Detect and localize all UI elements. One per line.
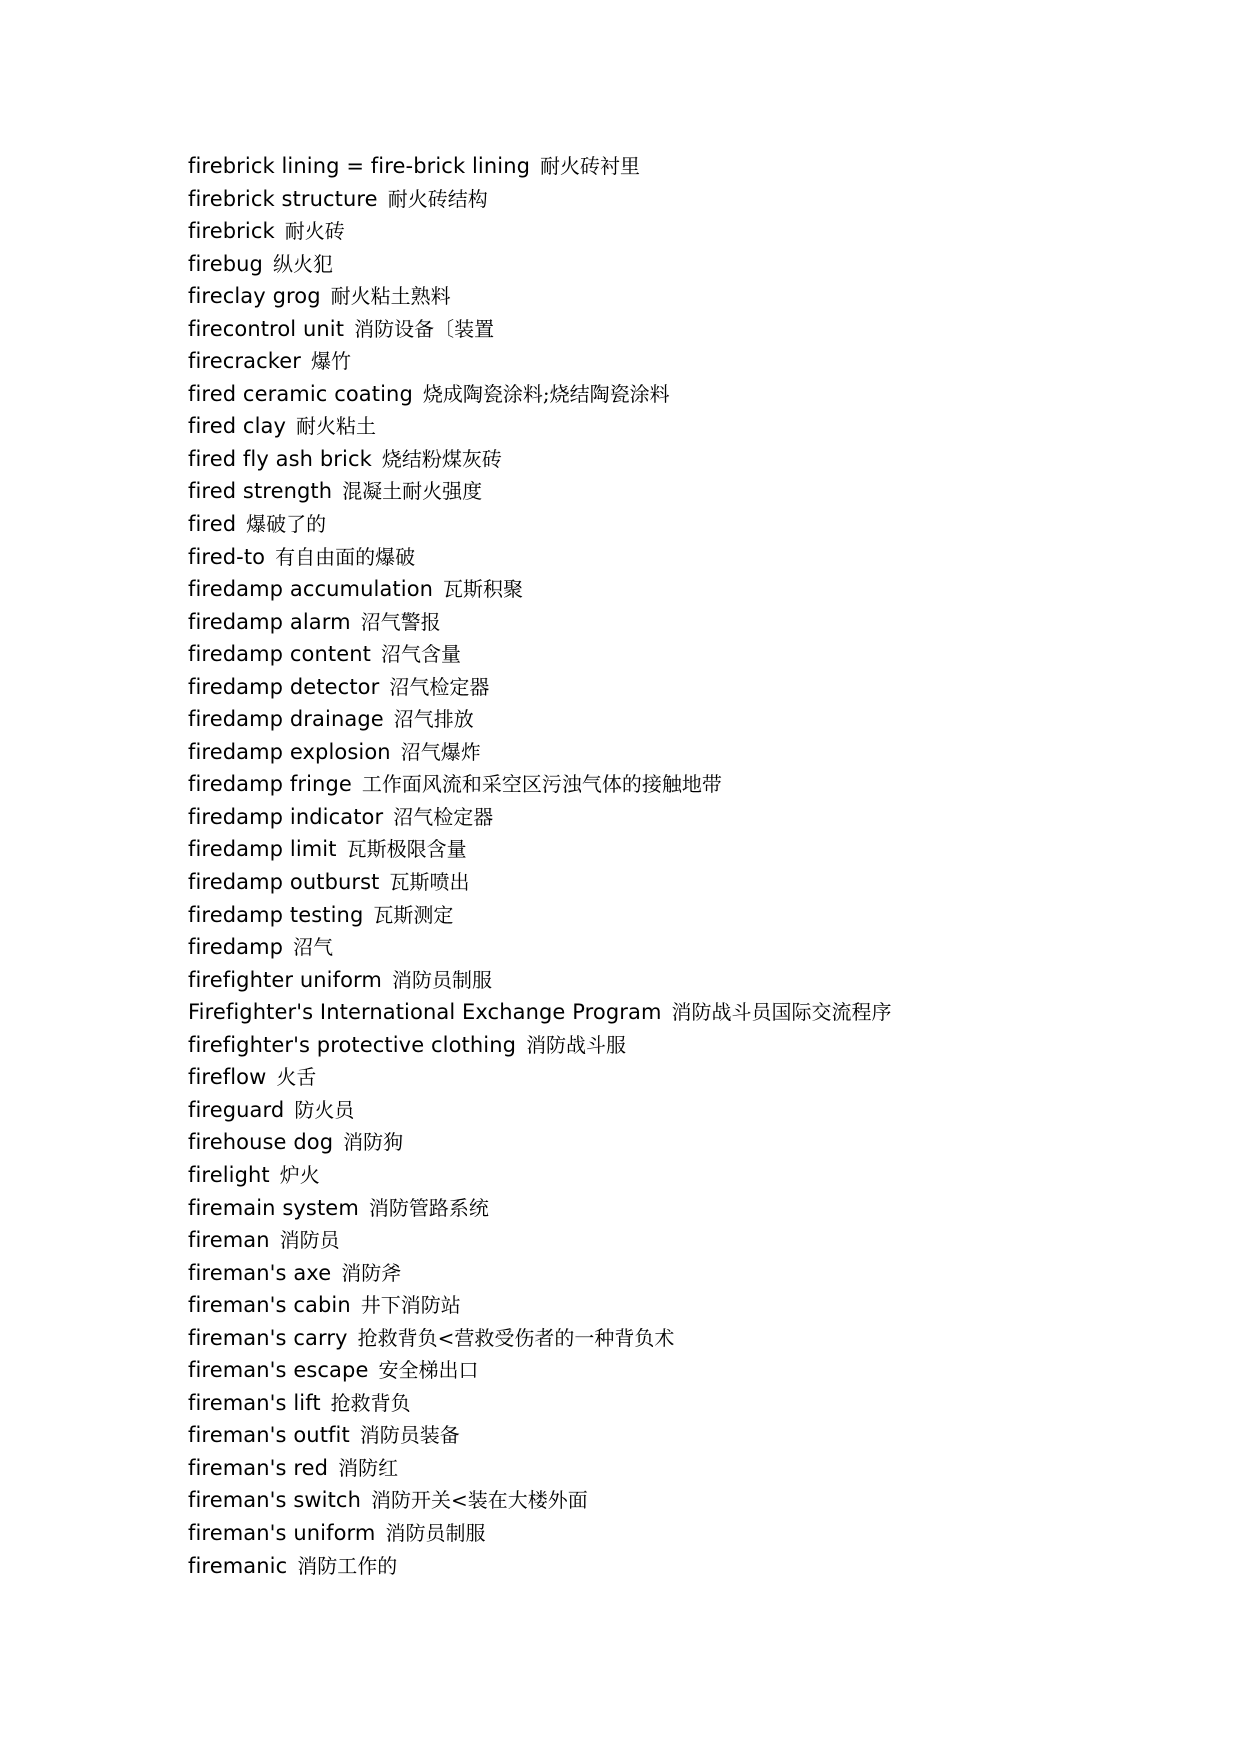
glossary-entry — [188, 768, 892, 801]
entry-translation: 混凝土耐火强度 — [342, 479, 483, 504]
entry-term: firebug — [188, 251, 263, 276]
glossary-entry — [188, 996, 892, 1029]
glossary-entry — [188, 899, 892, 932]
entry-translation: 消防斧 — [341, 1260, 402, 1285]
glossary-entry — [188, 378, 892, 411]
glossary-entry — [188, 1484, 892, 1517]
entry-translation: 消防战斗服 — [526, 1032, 627, 1057]
glossary-entry — [188, 833, 892, 866]
entry-term: Firefighter's International Exchange Program — [188, 1000, 662, 1025]
glossary-entry — [188, 475, 892, 508]
entry-term: firemanic — [188, 1553, 288, 1578]
glossary-entry — [188, 1029, 892, 1062]
entry-translation: 消防员制服 — [385, 1520, 486, 1545]
entry-translation: 消防战斗员国际交流程序 — [671, 1000, 892, 1025]
entry-translation: 消防员 — [279, 1228, 340, 1253]
glossary-entry — [188, 443, 892, 476]
entry-translation: 抢救背负 — [330, 1390, 411, 1415]
glossary-entry — [188, 1094, 892, 1127]
entry-term: firedamp — [188, 935, 284, 960]
entry-term: firedamp content — [188, 642, 371, 667]
glossary-entry — [188, 1159, 892, 1192]
entry-translation: 井下消防站 — [360, 1293, 461, 1318]
entry-term: firemain system — [188, 1195, 359, 1220]
entry-translation: 抢救背负<营救受伤者的一种背负术 — [357, 1325, 675, 1350]
glossary-entry — [188, 1224, 892, 1257]
entry-translation: 消防开关<装在大楼外面 — [370, 1488, 588, 1513]
glossary-entry — [188, 215, 892, 248]
entry-translation: 火舌 — [276, 1065, 317, 1090]
entry-translation: 沼气排放 — [393, 707, 474, 732]
entry-term: fireman's uniform — [188, 1520, 376, 1545]
entry-translation: 沼气爆炸 — [400, 739, 481, 764]
glossary-entry — [188, 1517, 892, 1550]
entry-translation: 耐火粘土 — [296, 414, 377, 439]
glossary-entry — [188, 1192, 892, 1225]
glossary-entry — [188, 1257, 892, 1290]
entry-translation: 消防管路系统 — [368, 1195, 489, 1220]
entry-term: firebrick structure — [188, 186, 378, 211]
entry-translation: 沼气检定器 — [393, 804, 494, 829]
entry-translation: 纵火犯 — [273, 251, 333, 276]
entry-term: fired — [188, 512, 237, 537]
entry-translation: 耐火砖衬里 — [540, 154, 641, 178]
glossary-entry — [188, 1289, 892, 1322]
entry-term: fireguard — [188, 1097, 285, 1122]
entry-term: firedamp limit — [188, 837, 337, 862]
glossary-entry — [188, 313, 892, 346]
entry-term: fireman's switch — [188, 1488, 361, 1513]
glossary-entry — [188, 606, 892, 639]
entry-translation: 有自由面的爆破 — [275, 544, 416, 569]
glossary-entry — [188, 150, 892, 183]
entry-term: fireman's escape — [188, 1358, 369, 1383]
entry-term: fireclay grog — [188, 284, 321, 309]
entry-term: firedamp drainage — [188, 707, 384, 732]
entry-translation: 消防员制服 — [391, 967, 492, 992]
entry-translation: 防火员 — [294, 1097, 355, 1122]
entry-translation: 工作面风流和采空区污浊气体的接触地带 — [361, 772, 722, 797]
entry-translation: 沼气检定器 — [389, 674, 490, 699]
glossary-entry — [188, 866, 892, 899]
entry-term: fireman's outfit — [188, 1423, 350, 1448]
entry-translation: 瓦斯积聚 — [443, 577, 524, 602]
entry-term: firedamp alarm — [188, 609, 351, 634]
entry-term: firelight — [188, 1162, 270, 1187]
entry-translation: 消防红 — [338, 1455, 399, 1480]
glossary-entry — [188, 280, 892, 313]
entry-translation: 炉火 — [279, 1162, 320, 1187]
glossary-entry — [188, 638, 892, 671]
entry-translation: 沼气 — [293, 935, 334, 960]
entry-term: firehouse dog — [188, 1130, 334, 1155]
entry-term: fired strength — [188, 479, 333, 504]
glossary-entry — [188, 801, 892, 834]
entry-translation: 耐火粘土熟料 — [330, 284, 451, 309]
entry-translation: 耐火砖 — [284, 219, 345, 244]
glossary-entry — [188, 1387, 892, 1420]
glossary-entry — [188, 1061, 892, 1094]
entry-term: fireman's red — [188, 1455, 329, 1480]
entry-term: fired ceramic coating — [188, 381, 413, 406]
entry-term: firedamp explosion — [188, 739, 391, 764]
entry-translation: 爆竹 — [310, 349, 351, 374]
entry-translation: 瓦斯测定 — [373, 902, 454, 927]
entry-term: fireflow — [188, 1065, 267, 1090]
glossary-entry — [188, 736, 892, 769]
glossary-entry-list — [188, 150, 892, 1582]
entry-translation: 安全梯出口 — [378, 1358, 479, 1383]
entry-translation: 消防员装备 — [359, 1423, 460, 1448]
glossary-entry — [188, 1419, 892, 1452]
glossary-entry — [188, 703, 892, 736]
entry-term: fired-to — [188, 544, 266, 569]
glossary-entry — [188, 1126, 892, 1159]
entry-translation: 烧结粉煤灰砖 — [381, 446, 502, 471]
entry-translation: 瓦斯极限含量 — [346, 837, 467, 862]
entry-translation: 消防设备〔装置 — [354, 316, 495, 341]
glossary-entry — [188, 931, 892, 964]
entry-term: fireman — [188, 1228, 270, 1253]
entry-term: fired clay — [188, 414, 287, 439]
entry-term: fired fly ash brick — [188, 446, 372, 471]
glossary-entry — [188, 1550, 892, 1583]
glossary-entry — [188, 508, 892, 541]
entry-term: firebrick — [188, 219, 275, 244]
entry-term: firedamp outburst — [188, 870, 380, 895]
entry-translation: 沼气含量 — [380, 642, 461, 667]
entry-term: firedamp accumulation — [188, 577, 434, 602]
entry-translation: 爆破了的 — [246, 512, 327, 537]
entry-term: firecontrol unit — [188, 316, 345, 341]
entry-term: firedamp detector — [188, 674, 380, 699]
glossary-entry — [188, 964, 892, 997]
entry-term: firecracker — [188, 349, 301, 374]
glossary-entry — [188, 541, 892, 574]
glossary-entry — [188, 1452, 892, 1485]
entry-term: fireman's carry — [188, 1325, 348, 1350]
entry-translation: 耐火砖结构 — [387, 186, 488, 211]
entry-term: firedamp fringe — [188, 772, 352, 797]
glossary-entry — [188, 671, 892, 704]
entry-term: firedamp testing — [188, 902, 364, 927]
entry-term: firefighter's protective clothing — [188, 1032, 517, 1057]
glossary-entry — [188, 183, 892, 216]
entry-translation: 沼气警报 — [360, 609, 441, 634]
entry-translation: 消防狗 — [343, 1130, 404, 1155]
entry-term: fireman's lift — [188, 1390, 321, 1415]
entry-term: firefighter uniform — [188, 967, 382, 992]
glossary-entry — [188, 345, 892, 378]
entry-term: firedamp indicator — [188, 804, 384, 829]
entry-term: fireman's cabin — [188, 1293, 351, 1318]
entry-translation: 消防工作的 — [297, 1553, 398, 1578]
entry-translation: 瓦斯喷出 — [389, 870, 470, 895]
entry-term: fireman's axe — [188, 1260, 332, 1285]
glossary-entry — [188, 573, 892, 606]
glossary-entry — [188, 1322, 892, 1355]
entry-term: firebrick lining = fire-brick lining — [188, 154, 531, 178]
entry-translation: 烧成陶瓷涂料;烧结陶瓷涂料 — [422, 381, 670, 406]
glossary-entry — [188, 248, 892, 281]
glossary-entry — [188, 410, 892, 443]
glossary-entry — [188, 1354, 892, 1387]
